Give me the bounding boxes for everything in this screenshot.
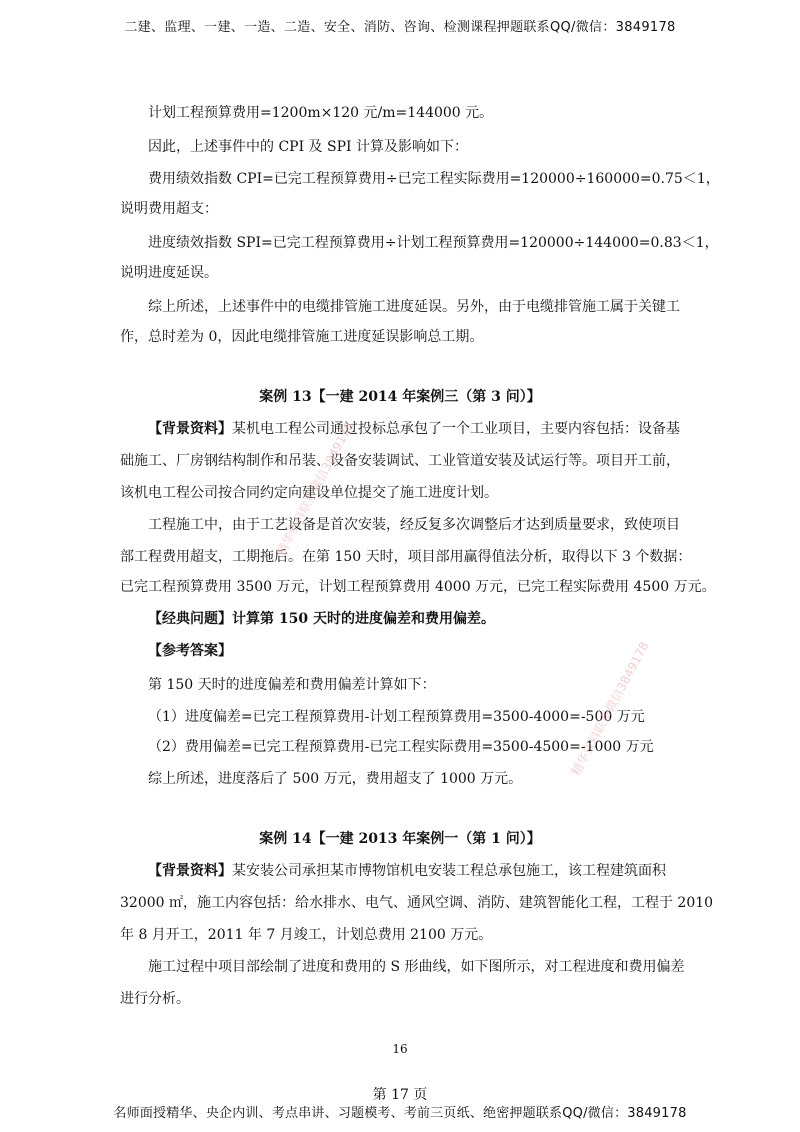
case-14-background <box>148 862 666 880</box>
case-13-title: 案例 13【一建 2014 年案例三（第 3 问）】 <box>259 389 541 405</box>
case-14-title: 案例 14【一建 2013 年案例一（第 1 问）】 <box>259 831 541 847</box>
text-line: （1）进度偏差=已完工程预算费用-计划工程预算费用=3500-4000=-500 万元 <box>148 709 645 725</box>
page-header: 二建、监理、一建、一造、二造、安全、消防、咨询、检测课程押题联系QQ/微信：3849178 <box>124 20 676 35</box>
text-line: 说明进度延误。 <box>120 265 218 281</box>
case-13-background <box>148 420 680 438</box>
text-line: 计划工程预算费用=1200m×120 元/m=144000 元。 <box>148 105 494 121</box>
text-line: 础施工、厂房钢结构制作和吊装、设备安装调试、工业管道安装及试运行等。项目开工前， <box>120 453 680 469</box>
page-label: 第 17 页 <box>372 1087 428 1103</box>
text-line: 费用绩效指数 CPI=已完工程预算费用÷已完工程实际费用=120000÷160000=0.75＜1， <box>148 171 720 187</box>
answer-label: 【参考答案】 <box>148 643 232 659</box>
text-line: 施工过程中项目部绘制了进度和费用的 S 形曲线，如下图所示，对工程进度和费用偏差 <box>148 959 685 975</box>
page-number: 16 <box>392 1042 408 1056</box>
background-text: 某机电工程公司通过投标总承包了一个工业项目，主要内容包括：设备基 <box>232 421 680 437</box>
text-line: 作，总时差为 0，因此电缆排管施工进度延误影响总工期。 <box>120 329 484 345</box>
text-line: 工程施工中，由于工艺设备是首次安装，经反复多次调整后才达到质量要求，致使项目 <box>148 517 680 533</box>
text-line: 年 8 月开工，2011 年 7 月竣工，计划总费用 2100 万元。 <box>120 927 493 943</box>
text-line: 进行分析。 <box>120 991 190 1007</box>
text-line: 说明费用超支： <box>120 201 218 217</box>
text-line: 已完工程预算费用 3500 万元，计划工程预算费用 4000 万元，已完工程实际费用 4500 万元。 <box>120 579 716 595</box>
text-line: 综上所述，进度落后了 500 万元，费用超支了 1000 万元。 <box>148 771 523 787</box>
text-line: 综上所述，上述事件中的电缆排管施工进度延误。另外，由于电缆排管施工属于关键工 <box>148 299 680 315</box>
background-text: 某安装公司承担某市博物馆机电安装工程总承包施工，该工程建筑面积 <box>232 863 666 879</box>
background-label: 【背景资料】 <box>148 421 232 437</box>
background-label: 【背景资料】 <box>148 863 232 879</box>
text-line: 进度绩效指数 SPI=已完工程预算费用÷计划工程预算费用=120000÷144000=0.83＜1， <box>148 235 719 251</box>
text-line: 第 150 天时的进度偏差和费用偏差计算如下： <box>148 677 436 693</box>
text-line: （2）费用偏差=已完工程预算费用-已完工程实际费用=3500-4500=-1000 万元 <box>148 739 654 755</box>
text-line: 32000 ㎡，施工内容包括：给水排水、电气、通风空调、消防、建筑智能化工程，工程于 2010 <box>120 895 714 911</box>
text-line: 部工程费用超支，工期拖后。在第 150 天时，项目部用赢得值法分析，取得以下 3 个数据： <box>120 549 692 565</box>
watermark: 精华资料联系微信3849178 <box>273 419 357 559</box>
watermark: 精华资料联系微信3849178 <box>568 639 652 779</box>
text-line: 因此，上述事件中的 CPI 及 SPI 计算及影响如下： <box>148 139 469 155</box>
case-13-question: 【经典问题】计算第 150 天时的进度偏差和费用偏差。 <box>148 611 495 627</box>
page-footer: 名师面授精华、央企内训、考点串讲、习题模考、考前三页纸、绝密押题联系QQ/微信：3849178 <box>113 1106 687 1121</box>
text-line: 该机电工程公司按合同约定向建设单位提交了施工进度计划。 <box>120 485 498 501</box>
